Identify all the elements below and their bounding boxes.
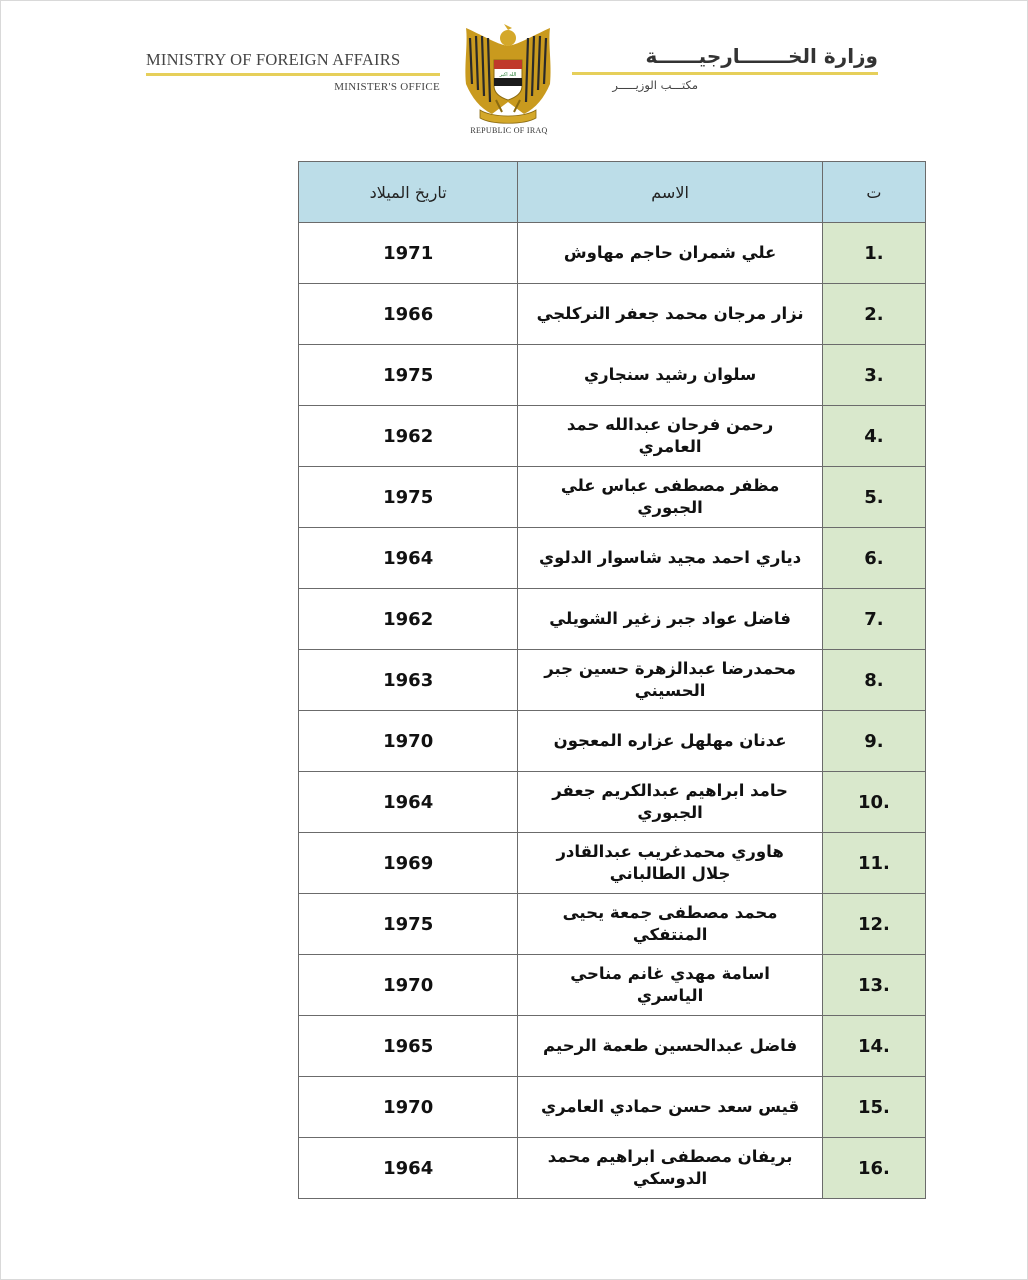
row-name: فاضل عبدالحسين طعمة الرحيم [518,1016,822,1077]
row-number: 12. [822,894,925,955]
row-birth-year: 1964 [299,772,518,833]
letterhead-rule-right [572,72,878,75]
office-subtitle-en: MINISTER'S OFFICE [334,81,440,93]
row-name: رحمن فرحان عبدالله حمد العامري [518,406,822,467]
row-birth-year: 1970 [299,955,518,1016]
row-number: 11. [822,833,925,894]
table-row [299,1016,926,1077]
table-row [299,406,926,467]
row-number: 3. [822,345,925,406]
row-number: 9. [822,711,925,772]
emblem-caption: REPUBLIC OF IRAQ [470,126,548,135]
table-header-row [299,162,926,223]
iraq-eagle-emblem-icon [458,24,558,142]
table-row [299,528,926,589]
row-birth-year: 1962 [299,406,518,467]
table-row [299,894,926,955]
names-table [298,161,926,1199]
table-row [299,223,926,284]
english-letterhead [146,50,440,93]
office-subtitle-ar: مكتـــب الوزيـــــر [612,78,698,92]
row-number: 7. [822,589,925,650]
table-row [299,1138,926,1199]
row-birth-year: 1964 [299,1138,518,1199]
row-name: محمدرضا عبدالزهرة حسين جبر الحسيني [518,650,822,711]
arabic-letterhead [572,44,878,92]
row-birth-year: 1969 [299,833,518,894]
row-number: 14. [822,1016,925,1077]
table-row [299,772,926,833]
table-row [299,711,926,772]
row-number: 10. [822,772,925,833]
row-number: 1. [822,223,925,284]
row-name: عدنان مهلهل عزاره المعجون [518,711,822,772]
row-birth-year: 1962 [299,589,518,650]
row-name: محمد مصطفى جمعة يحيى المنتفكي [518,894,822,955]
row-number: 8. [822,650,925,711]
table-row [299,650,926,711]
row-name: حامد ابراهيم عبدالكريم جعفر الجبوري [518,772,822,833]
row-birth-year: 1971 [299,223,518,284]
row-birth-year: 1975 [299,345,518,406]
table-row [299,589,926,650]
row-name: قيس سعد حسن حمادي العامري [518,1077,822,1138]
row-birth-year: 1966 [299,284,518,345]
letterhead-rule-left [146,73,440,76]
table-row [299,833,926,894]
row-number: 6. [822,528,925,589]
row-number: 4. [822,406,925,467]
row-number: 15. [822,1077,925,1138]
row-name: علي شمران حاجم مهاوش [518,223,822,284]
table-row [299,955,926,1016]
row-number: 5. [822,467,925,528]
row-name: مظفر مصطفى عباس علي الجبوري [518,467,822,528]
header-name: الاسم [518,162,822,223]
row-birth-year: 1970 [299,1077,518,1138]
ministry-title-en: MINISTRY OF FOREIGN AFFAIRS [146,50,401,69]
row-name: هاوري محمدغريب عبدالقادر جلال الطالباني [518,833,822,894]
svg-text:الله اكبر: الله اكبر [499,72,517,78]
row-birth-year: 1975 [299,894,518,955]
row-birth-year: 1963 [299,650,518,711]
row-name: اسامة مهدي غانم مناحي الياسري [518,955,822,1016]
table-row [299,284,926,345]
row-number: 16. [822,1138,925,1199]
row-name: نزار مرجان محمد جعفر النركلجي [518,284,822,345]
row-name: فاضل عواد جبر زغير الشويلي [518,589,822,650]
row-number: 13. [822,955,925,1016]
row-number: 2. [822,284,925,345]
row-name: بريفان مصطفى ابراهيم محمد الدوسكي [518,1138,822,1199]
table-row [299,1077,926,1138]
row-birth-year: 1975 [299,467,518,528]
ministry-title-ar: وزارة الخـــــــارجيــــــة [645,44,878,68]
header-birth-date: تاريخ الميلاد [299,162,518,223]
row-birth-year: 1964 [299,528,518,589]
table-row [299,467,926,528]
row-birth-year: 1970 [299,711,518,772]
header-num: ت [822,162,925,223]
row-name: دياري احمد مجيد شاسوار الدلوي [518,528,822,589]
table-row [299,345,926,406]
row-birth-year: 1965 [299,1016,518,1077]
row-name: سلوان رشيد سنجاري [518,345,822,406]
